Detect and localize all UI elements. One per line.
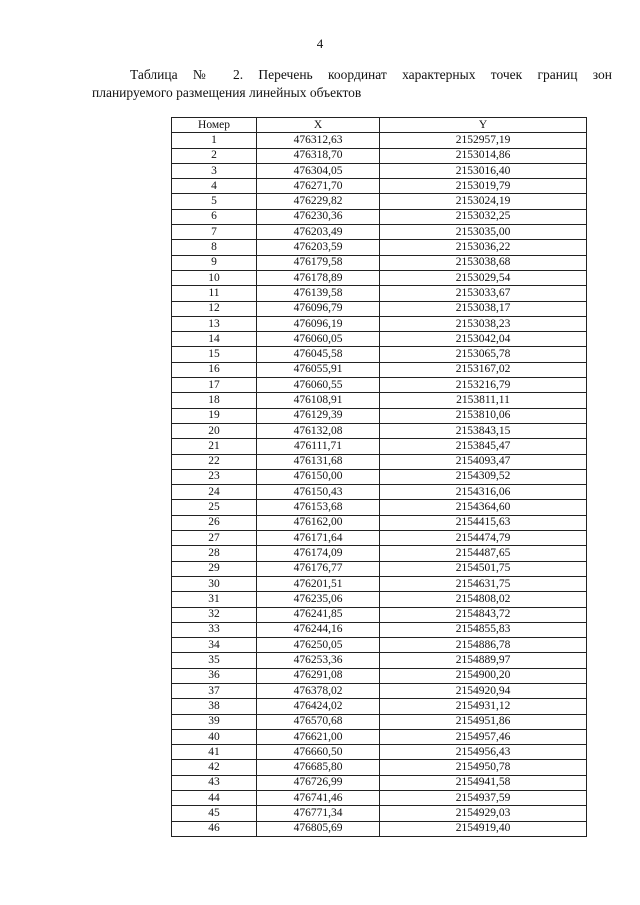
cell-number: 38 <box>172 699 257 714</box>
table-row <box>172 179 587 194</box>
cell-number: 29 <box>172 561 257 576</box>
cell-x: 476060,55 <box>257 378 380 393</box>
table-row <box>172 454 587 469</box>
table-row <box>172 775 587 790</box>
cell-x: 476153,68 <box>257 500 380 515</box>
cell-y: 2153167,02 <box>380 362 587 377</box>
cell-x: 476741,46 <box>257 791 380 806</box>
cell-x: 476291,08 <box>257 668 380 683</box>
column-header-x: X <box>257 118 380 133</box>
table-row <box>172 607 587 622</box>
table-row <box>172 439 587 454</box>
cell-y: 2153033,67 <box>380 286 587 301</box>
table-row <box>172 332 587 347</box>
cell-y: 2153042,04 <box>380 332 587 347</box>
cell-x: 476111,71 <box>257 439 380 454</box>
cell-y: 2154474,79 <box>380 531 587 546</box>
table-row <box>172 745 587 760</box>
cell-x: 476235,06 <box>257 592 380 607</box>
cell-x: 476570,68 <box>257 714 380 729</box>
cell-number: 25 <box>172 500 257 515</box>
table-caption <box>92 66 612 102</box>
table-body <box>172 133 587 837</box>
cell-x: 476131,68 <box>257 454 380 469</box>
cell-x: 476150,00 <box>257 469 380 484</box>
cell-x: 476096,19 <box>257 316 380 331</box>
cell-number: 22 <box>172 454 257 469</box>
table-row <box>172 791 587 806</box>
table-row <box>172 683 587 698</box>
table-row <box>172 286 587 301</box>
cell-x: 476660,50 <box>257 745 380 760</box>
cell-number: 30 <box>172 576 257 591</box>
cell-y: 2154501,75 <box>380 561 587 576</box>
cell-x: 476162,00 <box>257 515 380 530</box>
cell-number: 12 <box>172 301 257 316</box>
cell-number: 4 <box>172 179 257 194</box>
table-row <box>172 316 587 331</box>
cell-y: 2153038,17 <box>380 301 587 316</box>
cell-number: 44 <box>172 791 257 806</box>
cell-number: 40 <box>172 729 257 744</box>
cell-y: 2153038,68 <box>380 255 587 270</box>
cell-number: 41 <box>172 745 257 760</box>
cell-y: 2154316,06 <box>380 485 587 500</box>
cell-y: 2153024,19 <box>380 194 587 209</box>
cell-y: 2154931,12 <box>380 699 587 714</box>
table-row <box>172 699 587 714</box>
cell-y: 2154929,03 <box>380 806 587 821</box>
cell-number: 7 <box>172 225 257 240</box>
cell-y: 2154920,94 <box>380 683 587 698</box>
cell-x: 476244,16 <box>257 622 380 637</box>
cell-x: 476229,82 <box>257 194 380 209</box>
cell-number: 31 <box>172 592 257 607</box>
cell-y: 2154957,46 <box>380 729 587 744</box>
cell-number: 14 <box>172 332 257 347</box>
table-row <box>172 225 587 240</box>
cell-y: 2153036,22 <box>380 240 587 255</box>
table-row <box>172 729 587 744</box>
cell-y: 2154956,43 <box>380 745 587 760</box>
cell-y: 2153845,47 <box>380 439 587 454</box>
cell-y: 2154886,78 <box>380 638 587 653</box>
cell-number: 24 <box>172 485 257 500</box>
table-row <box>172 301 587 316</box>
cell-x: 476139,58 <box>257 286 380 301</box>
cell-y: 2153065,78 <box>380 347 587 362</box>
cell-x: 476150,43 <box>257 485 380 500</box>
cell-number: 42 <box>172 760 257 775</box>
cell-x: 476621,00 <box>257 729 380 744</box>
cell-number: 16 <box>172 362 257 377</box>
cell-x: 476250,05 <box>257 638 380 653</box>
cell-number: 18 <box>172 393 257 408</box>
cell-x: 476203,49 <box>257 225 380 240</box>
cell-x: 476171,64 <box>257 531 380 546</box>
cell-x: 476201,51 <box>257 576 380 591</box>
cell-y: 2154919,40 <box>380 821 587 836</box>
column-header-number: Номер <box>172 118 257 133</box>
cell-number: 8 <box>172 240 257 255</box>
cell-number: 9 <box>172 255 257 270</box>
table-row <box>172 255 587 270</box>
table-row <box>172 408 587 423</box>
cell-number: 36 <box>172 668 257 683</box>
table-row <box>172 270 587 285</box>
cell-y: 2154631,75 <box>380 576 587 591</box>
cell-number: 32 <box>172 607 257 622</box>
cell-x: 476304,05 <box>257 163 380 178</box>
cell-y: 2154950,78 <box>380 760 587 775</box>
cell-number: 2 <box>172 148 257 163</box>
cell-y: 2152957,19 <box>380 133 587 148</box>
table-row <box>172 653 587 668</box>
cell-x: 476045,58 <box>257 347 380 362</box>
table-row <box>172 561 587 576</box>
cell-number: 13 <box>172 316 257 331</box>
table-row <box>172 393 587 408</box>
table-row <box>172 469 587 484</box>
table-row <box>172 515 587 530</box>
cell-number: 19 <box>172 408 257 423</box>
cell-y: 2154900,20 <box>380 668 587 683</box>
cell-number: 27 <box>172 531 257 546</box>
cell-y: 2154415,63 <box>380 515 587 530</box>
cell-y: 2154093,47 <box>380 454 587 469</box>
cell-x: 476129,39 <box>257 408 380 423</box>
cell-number: 46 <box>172 821 257 836</box>
cell-x: 476253,36 <box>257 653 380 668</box>
cell-y: 2153014,86 <box>380 148 587 163</box>
cell-number: 15 <box>172 347 257 362</box>
table-row <box>172 209 587 224</box>
table-row <box>172 592 587 607</box>
table-row <box>172 500 587 515</box>
cell-x: 476179,58 <box>257 255 380 270</box>
cell-x: 476096,79 <box>257 301 380 316</box>
cell-y: 2153032,25 <box>380 209 587 224</box>
cell-y: 2154808,02 <box>380 592 587 607</box>
cell-y: 2154951,86 <box>380 714 587 729</box>
cell-x: 476378,02 <box>257 683 380 698</box>
cell-y: 2153038,23 <box>380 316 587 331</box>
cell-y: 2154941,58 <box>380 775 587 790</box>
table-row <box>172 714 587 729</box>
cell-number: 3 <box>172 163 257 178</box>
cell-y: 2153216,79 <box>380 378 587 393</box>
column-header-y: Y <box>380 118 587 133</box>
table-header-row <box>172 118 587 133</box>
cell-y: 2153029,54 <box>380 270 587 285</box>
cell-y: 2153035,00 <box>380 225 587 240</box>
cell-y: 2153810,06 <box>380 408 587 423</box>
cell-y: 2154889,97 <box>380 653 587 668</box>
cell-number: 26 <box>172 515 257 530</box>
cell-y: 2154843,72 <box>380 607 587 622</box>
cell-x: 476805,69 <box>257 821 380 836</box>
table-row <box>172 576 587 591</box>
cell-x: 476055,91 <box>257 362 380 377</box>
table-row <box>172 347 587 362</box>
table-row <box>172 163 587 178</box>
cell-x: 476178,89 <box>257 270 380 285</box>
cell-x: 476230,36 <box>257 209 380 224</box>
cell-x: 476424,02 <box>257 699 380 714</box>
cell-number: 11 <box>172 286 257 301</box>
cell-y: 2153019,79 <box>380 179 587 194</box>
table-row <box>172 638 587 653</box>
table-row <box>172 148 587 163</box>
cell-number: 23 <box>172 469 257 484</box>
cell-number: 37 <box>172 683 257 698</box>
cell-x: 476060,05 <box>257 332 380 347</box>
table-row <box>172 622 587 637</box>
table-row <box>172 362 587 377</box>
cell-x: 476271,70 <box>257 179 380 194</box>
cell-x: 476318,70 <box>257 148 380 163</box>
cell-x: 476685,80 <box>257 760 380 775</box>
cell-y: 2154487,65 <box>380 546 587 561</box>
table-caption-line-2: планируемого размещения линейных объектов <box>92 85 362 100</box>
cell-number: 33 <box>172 622 257 637</box>
cell-y: 2153811,11 <box>380 393 587 408</box>
cell-y: 2154364,60 <box>380 500 587 515</box>
cell-y: 2153016,40 <box>380 163 587 178</box>
cell-x: 476312,63 <box>257 133 380 148</box>
cell-number: 39 <box>172 714 257 729</box>
cell-number: 21 <box>172 439 257 454</box>
table-row <box>172 531 587 546</box>
cell-x: 476108,91 <box>257 393 380 408</box>
cell-number: 17 <box>172 378 257 393</box>
cell-y: 2154309,52 <box>380 469 587 484</box>
cell-x: 476203,59 <box>257 240 380 255</box>
table-row <box>172 668 587 683</box>
coordinates-table <box>171 117 587 837</box>
table-row <box>172 546 587 561</box>
cell-number: 1 <box>172 133 257 148</box>
page-number: 4 <box>316 36 324 51</box>
table-row <box>172 485 587 500</box>
cell-y: 2153843,15 <box>380 423 587 438</box>
cell-number: 5 <box>172 194 257 209</box>
cell-number: 10 <box>172 270 257 285</box>
cell-y: 2154937,59 <box>380 791 587 806</box>
table-row <box>172 378 587 393</box>
cell-x: 476132,08 <box>257 423 380 438</box>
cell-number: 35 <box>172 653 257 668</box>
cell-number: 20 <box>172 423 257 438</box>
table-caption-line-1: Таблица № 2. Перечень координат характерных точек границ зон <box>130 67 612 82</box>
cell-number: 43 <box>172 775 257 790</box>
cell-x: 476241,85 <box>257 607 380 622</box>
table-row <box>172 240 587 255</box>
cell-x: 476726,99 <box>257 775 380 790</box>
table-row <box>172 806 587 821</box>
cell-number: 45 <box>172 806 257 821</box>
cell-x: 476174,09 <box>257 546 380 561</box>
cell-number: 34 <box>172 638 257 653</box>
cell-y: 2154855,83 <box>380 622 587 637</box>
cell-number: 28 <box>172 546 257 561</box>
cell-x: 476176,77 <box>257 561 380 576</box>
table-row <box>172 821 587 836</box>
table-row <box>172 423 587 438</box>
cell-x: 476771,34 <box>257 806 380 821</box>
table-row <box>172 194 587 209</box>
table-row <box>172 760 587 775</box>
table-row <box>172 133 587 148</box>
cell-number: 6 <box>172 209 257 224</box>
